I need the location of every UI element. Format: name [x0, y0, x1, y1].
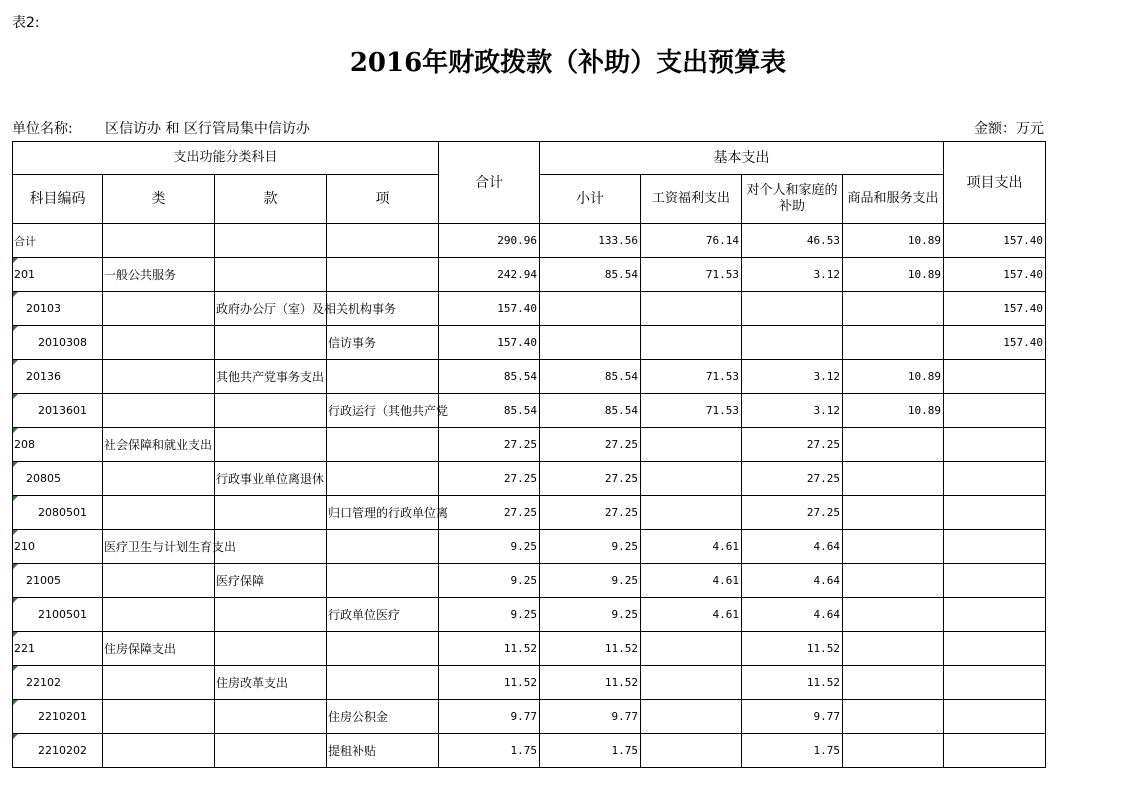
cell-item: 行政单位医疗	[327, 598, 439, 632]
cell-item	[327, 360, 439, 394]
cell-total: 27.25	[439, 496, 540, 530]
cell-goods	[843, 564, 944, 598]
cell-total: 9.25	[439, 530, 540, 564]
amount-unit: 金额：万元	[974, 121, 1044, 137]
cell-personal: 11.52	[742, 666, 843, 700]
cell-goods: 10.89	[843, 360, 944, 394]
cell-personal: 3.12	[742, 258, 843, 292]
cell-category	[103, 666, 215, 700]
cell-category: 医疗卫生与计划生育支出	[103, 530, 215, 564]
cell-section	[215, 700, 327, 734]
cell-item	[327, 530, 439, 564]
table-row	[13, 258, 1046, 292]
cell-section	[215, 394, 327, 428]
header-wages: 工资福利支出	[641, 175, 742, 224]
cell-personal: 3.12	[742, 394, 843, 428]
cell-total: 11.52	[439, 632, 540, 666]
cell-project	[944, 360, 1046, 394]
cell-wages: 76.14	[641, 224, 742, 258]
cell-total: 9.25	[439, 598, 540, 632]
cell-subtotal: 85.54	[540, 258, 641, 292]
cell-category	[103, 700, 215, 734]
cell-personal: 46.53	[742, 224, 843, 258]
cell-goods: 10.89	[843, 224, 944, 258]
cell-goods	[843, 428, 944, 462]
cell-code: 201	[13, 258, 103, 292]
table-row	[13, 496, 1046, 530]
table-label: 表2:	[12, 15, 40, 31]
table-row	[13, 598, 1046, 632]
cell-project	[944, 700, 1046, 734]
cell-project	[944, 496, 1046, 530]
cell-wages	[641, 632, 742, 666]
cell-total: 85.54	[439, 360, 540, 394]
cell-goods	[843, 632, 944, 666]
cell-category	[103, 734, 215, 768]
cell-wages	[641, 292, 742, 326]
table-row	[13, 564, 1046, 598]
cell-item: 住房公积金	[327, 700, 439, 734]
cell-category	[103, 292, 215, 326]
cell-personal: 4.64	[742, 530, 843, 564]
cell-goods	[843, 734, 944, 768]
cell-code: 2210201	[13, 700, 103, 734]
cell-project: 157.40	[944, 326, 1046, 360]
cell-subtotal: 1.75	[540, 734, 641, 768]
cell-code: 20805	[13, 462, 103, 496]
cell-goods	[843, 530, 944, 564]
cell-total: 9.25	[439, 564, 540, 598]
cell-personal: 27.25	[742, 428, 843, 462]
cell-section	[215, 496, 327, 530]
cell-item	[327, 258, 439, 292]
cell-project	[944, 666, 1046, 700]
cell-goods	[843, 598, 944, 632]
cell-subtotal	[540, 292, 641, 326]
cell-project	[944, 530, 1046, 564]
header-section: 款	[215, 175, 327, 224]
cell-subtotal: 27.25	[540, 428, 641, 462]
page-title: 2016年财政拨款（补助）支出预算表	[349, 48, 787, 78]
cell-project	[944, 564, 1046, 598]
cell-subtotal: 9.25	[540, 598, 641, 632]
cell-category	[103, 496, 215, 530]
cell-code: 21005	[13, 564, 103, 598]
cell-section: 其他共产党事务支出	[215, 360, 327, 394]
header-personal: 对个人和家庭的补助	[742, 175, 843, 224]
cell-goods: 10.89	[843, 258, 944, 292]
cell-wages	[641, 326, 742, 360]
cell-code: 20103	[13, 292, 103, 326]
cell-personal	[742, 326, 843, 360]
cell-code: 20136	[13, 360, 103, 394]
table-row	[13, 224, 1046, 258]
cell-section	[215, 224, 327, 258]
cell-project: 157.40	[944, 292, 1046, 326]
cell-section	[215, 326, 327, 360]
table-row	[13, 428, 1046, 462]
cell-item	[327, 224, 439, 258]
cell-subtotal: 85.54	[540, 360, 641, 394]
cell-subtotal: 9.25	[540, 530, 641, 564]
cell-goods: 10.89	[843, 394, 944, 428]
cell-project: 157.40	[944, 224, 1046, 258]
cell-section: 医疗保障	[215, 564, 327, 598]
header-category: 类	[103, 175, 215, 224]
cell-code: 合计	[13, 224, 103, 258]
cell-personal	[742, 292, 843, 326]
table-row	[13, 462, 1046, 496]
cell-project	[944, 632, 1046, 666]
table-row	[13, 292, 1046, 326]
cell-total: 9.77	[439, 700, 540, 734]
cell-wages: 71.53	[641, 360, 742, 394]
cell-code: 22102	[13, 666, 103, 700]
cell-section: 行政事业单位离退休	[215, 462, 327, 496]
cell-item: 行政运行（其他共产党	[327, 394, 439, 428]
header-basic-group: 基本支出	[540, 142, 944, 175]
table-row	[13, 326, 1046, 360]
cell-code: 2210202	[13, 734, 103, 768]
table-row	[13, 360, 1046, 394]
header-goods: 商品和服务支出	[843, 175, 944, 224]
cell-wages	[641, 700, 742, 734]
cell-personal: 27.25	[742, 496, 843, 530]
cell-item	[327, 632, 439, 666]
cell-wages	[641, 496, 742, 530]
cell-total: 242.94	[439, 258, 540, 292]
header-functional-group: 支出功能分类科目	[13, 142, 439, 175]
cell-section	[215, 258, 327, 292]
table-row	[13, 394, 1046, 428]
cell-wages: 71.53	[641, 258, 742, 292]
cell-category	[103, 224, 215, 258]
cell-personal: 4.64	[742, 564, 843, 598]
cell-code: 2010308	[13, 326, 103, 360]
cell-personal: 11.52	[742, 632, 843, 666]
cell-goods	[843, 496, 944, 530]
cell-category: 住房保障支出	[103, 632, 215, 666]
cell-goods	[843, 666, 944, 700]
cell-subtotal: 133.56	[540, 224, 641, 258]
table-row	[13, 700, 1046, 734]
cell-wages: 4.61	[641, 598, 742, 632]
table-row	[13, 734, 1046, 768]
cell-item	[327, 666, 439, 700]
table-row	[13, 666, 1046, 700]
cell-item	[327, 462, 439, 496]
cell-total: 27.25	[439, 428, 540, 462]
cell-code: 2013601	[13, 394, 103, 428]
cell-project: 157.40	[944, 258, 1046, 292]
cell-project	[944, 598, 1046, 632]
cell-item	[327, 564, 439, 598]
header-total: 合计	[439, 142, 540, 224]
cell-goods	[843, 326, 944, 360]
cell-goods	[843, 700, 944, 734]
cell-wages: 4.61	[641, 564, 742, 598]
cell-wages	[641, 734, 742, 768]
cell-subtotal: 27.25	[540, 496, 641, 530]
cell-personal: 27.25	[742, 462, 843, 496]
cell-project	[944, 462, 1046, 496]
table-row	[13, 530, 1046, 564]
cell-code: 2080501	[13, 496, 103, 530]
header-project: 项目支出	[944, 142, 1046, 224]
cell-subtotal: 11.52	[540, 632, 641, 666]
cell-personal: 1.75	[742, 734, 843, 768]
cell-category	[103, 326, 215, 360]
cell-section	[215, 632, 327, 666]
cell-category	[103, 564, 215, 598]
cell-section: 政府办公厅（室）及相关机构事务	[215, 292, 327, 326]
cell-wages: 4.61	[641, 530, 742, 564]
cell-subtotal: 9.25	[540, 564, 641, 598]
cell-item: 提租补贴	[327, 734, 439, 768]
header-code: 科目编码	[13, 175, 103, 224]
cell-section	[215, 598, 327, 632]
cell-personal: 4.64	[742, 598, 843, 632]
cell-project	[944, 394, 1046, 428]
cell-total: 157.40	[439, 326, 540, 360]
cell-goods	[843, 462, 944, 496]
budget-table	[12, 141, 1046, 768]
cell-total: 27.25	[439, 462, 540, 496]
cell-code: 210	[13, 530, 103, 564]
cell-total: 290.96	[439, 224, 540, 258]
header-item: 项	[327, 175, 439, 224]
cell-subtotal: 85.54	[540, 394, 641, 428]
cell-section	[215, 734, 327, 768]
cell-project	[944, 734, 1046, 768]
cell-subtotal: 11.52	[540, 666, 641, 700]
cell-wages: 71.53	[641, 394, 742, 428]
unit-label: 单位名称:	[12, 121, 73, 137]
cell-code: 2100501	[13, 598, 103, 632]
cell-subtotal: 27.25	[540, 462, 641, 496]
cell-code: 208	[13, 428, 103, 462]
cell-personal: 9.77	[742, 700, 843, 734]
cell-subtotal: 9.77	[540, 700, 641, 734]
cell-subtotal	[540, 326, 641, 360]
header-subtotal: 小计	[540, 175, 641, 224]
cell-category: 社会保障和就业支出	[103, 428, 215, 462]
cell-personal: 3.12	[742, 360, 843, 394]
cell-total: 157.40	[439, 292, 540, 326]
cell-wages	[641, 428, 742, 462]
cell-item: 归口管理的行政单位离	[327, 496, 439, 530]
cell-section: 住房改革支出	[215, 666, 327, 700]
cell-total: 85.54	[439, 394, 540, 428]
cell-category	[103, 462, 215, 496]
cell-category: 一般公共服务	[103, 258, 215, 292]
cell-item	[327, 428, 439, 462]
cell-total: 1.75	[439, 734, 540, 768]
cell-project	[944, 428, 1046, 462]
cell-code: 221	[13, 632, 103, 666]
cell-category	[103, 360, 215, 394]
cell-item: 信访事务	[327, 326, 439, 360]
unit-name: 区信访办 和 区行管局集中信访办	[105, 121, 310, 137]
cell-goods	[843, 292, 944, 326]
cell-wages	[641, 462, 742, 496]
cell-category	[103, 394, 215, 428]
table-row	[13, 632, 1046, 666]
cell-wages	[641, 666, 742, 700]
header-row-1	[13, 142, 1046, 175]
cell-total: 11.52	[439, 666, 540, 700]
cell-category	[103, 598, 215, 632]
cell-section	[215, 428, 327, 462]
